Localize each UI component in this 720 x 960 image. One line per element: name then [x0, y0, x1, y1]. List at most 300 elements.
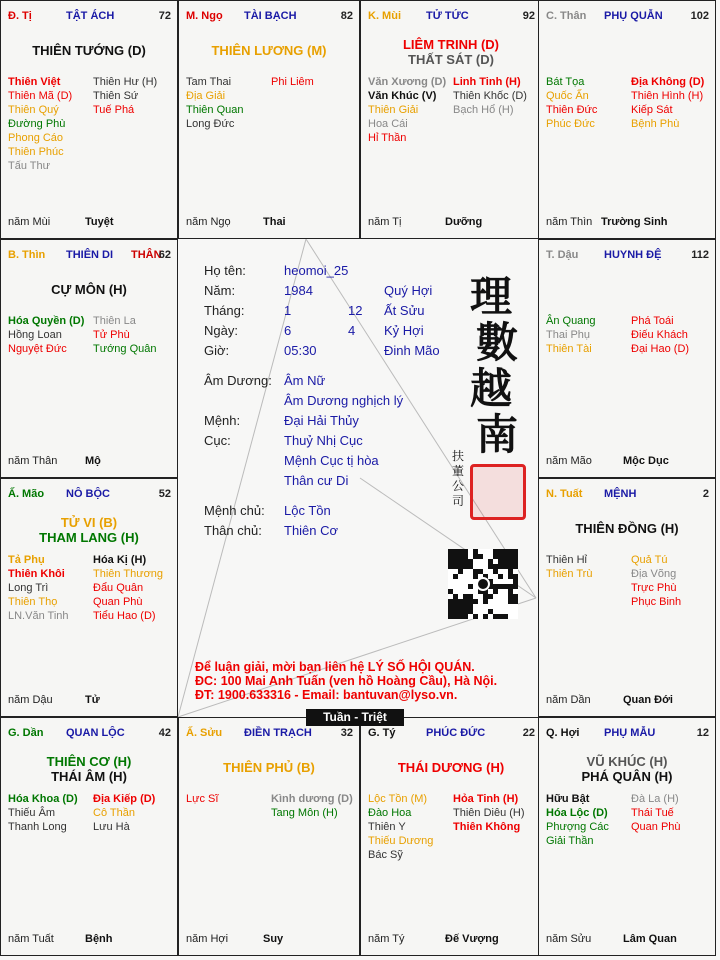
minor-stars-right: [271, 792, 353, 820]
can-chi: M. Ngọ: [186, 10, 223, 22]
gio-value: 05:30: [284, 343, 317, 358]
palace-header: [8, 249, 171, 263]
palace-footer: [8, 216, 171, 228]
qr-module: [503, 559, 508, 564]
qr-center-logo: [477, 578, 489, 590]
ngay-lunar: 4: [348, 323, 356, 338]
can-chi: G. Tý: [368, 727, 396, 739]
brand-char: 理: [470, 272, 513, 321]
qr-module: [468, 599, 473, 604]
menh-chu-value: Lộc Tồn: [284, 503, 331, 518]
palace-header: [546, 249, 709, 263]
dai-han-number: 102: [690, 10, 709, 22]
minor-star: Phong Cáo: [8, 132, 64, 144]
ho-ten-label: Họ tên:: [204, 263, 246, 278]
main-star: TỬ VI (B): [60, 515, 118, 530]
qr-code-graphic: [448, 549, 518, 619]
minor-star: Hoa Cái: [368, 118, 408, 130]
palace-footer: [368, 216, 535, 228]
than-cu-value: Thân cư Di: [284, 473, 349, 488]
palace-header: [368, 10, 535, 24]
qr-module: [498, 564, 503, 569]
tieu-han-year: năm Thìn: [546, 216, 593, 228]
ngay-value: 6: [284, 323, 292, 338]
qr-module: [508, 569, 513, 574]
tieu-han-year: năm Thân: [8, 455, 58, 467]
main-star: CỰ MÔN (H): [51, 282, 127, 297]
minor-star: Giải Thần: [546, 835, 594, 847]
thang-lunar: 12: [348, 303, 363, 318]
minor-star: Kiếp Sát: [631, 104, 673, 116]
qr-module: [503, 614, 508, 619]
palace-name: TỬ TỨC: [426, 10, 469, 22]
minor-stars-left: [8, 792, 78, 834]
minor-star: Thiên Thọ: [8, 596, 58, 608]
qr-module: [508, 574, 513, 579]
qr-module: [508, 599, 513, 604]
palace-cell-suu: [178, 717, 360, 956]
dai-han-number: 62: [158, 249, 171, 261]
am-duong-value: Âm Nữ: [284, 373, 326, 388]
main-star: THIÊN PHỦ (B): [223, 760, 315, 775]
main-stars: [179, 43, 359, 58]
main-stars: [539, 754, 715, 784]
palace-cell-ty: [360, 717, 542, 956]
thang-label: Tháng:: [204, 303, 245, 318]
main-star: THIÊN CƠ (H): [46, 754, 132, 769]
minor-star: Thiên Hư (H): [93, 76, 158, 88]
nam-can-chi: Quý Hợi: [384, 283, 433, 298]
palace-footer: [186, 933, 353, 945]
minor-star: Thiên Sứ: [93, 90, 139, 102]
qr-module: [468, 609, 473, 614]
minor-star: Thiên Quan: [186, 104, 244, 116]
palace-header: [186, 10, 353, 24]
gio-label: Giờ:: [204, 343, 230, 358]
qr-module: [488, 594, 493, 599]
main-star: PHÁ QUÂN (H): [581, 769, 673, 784]
main-star: THẤT SÁT (D): [408, 52, 494, 67]
dai-han-number: 92: [522, 10, 535, 22]
minor-stars-right: [271, 75, 314, 89]
can-chi: T. Dậu: [546, 249, 579, 261]
qr-module: [493, 614, 498, 619]
minor-stars-left: [546, 553, 592, 581]
qr-module: [463, 609, 468, 614]
minor-star: Thiên Diêu (H): [453, 807, 525, 819]
truong-sinh-stage: Tuyệt: [85, 216, 114, 228]
minor-star: Thiên Mã (D): [8, 90, 73, 102]
cuc-value: Thuỷ Nhị Cục: [284, 433, 363, 448]
truong-sinh-stage: Trường Sinh: [601, 216, 668, 228]
minor-star: Thiên La: [93, 315, 136, 327]
can-chi: K. Mùi: [368, 10, 401, 22]
main-star: VŨ KHÚC (H): [586, 754, 668, 769]
minor-star: Tang Môn (H): [271, 807, 338, 819]
dai-han-number: 2: [702, 488, 709, 500]
ho-ten-value: heomoi_25: [284, 263, 349, 278]
qr-module: [463, 599, 468, 604]
minor-star: Hỉ Thần: [368, 132, 407, 144]
red-seal: [470, 464, 526, 520]
qr-module: [498, 574, 503, 579]
minor-star: Quả Tú: [631, 554, 668, 566]
qr-module: [473, 549, 478, 554]
than-chu-label: Thân chủ:: [204, 523, 262, 538]
can-chi: Đ. Tị: [8, 10, 32, 22]
minor-star: Thanh Long: [8, 821, 67, 833]
can-chi: C. Thân: [546, 10, 587, 22]
qr-module: [463, 554, 468, 559]
qr-module: [463, 594, 468, 599]
minor-stars-right: [93, 553, 163, 623]
thang-can-chi: Ất Sửu: [384, 303, 425, 318]
qr-module: [503, 554, 508, 559]
minor-star: Hóa Quyền (D): [8, 315, 85, 327]
minor-star: Long Đức: [186, 118, 235, 130]
palace-footer: [546, 216, 709, 228]
qr-module: [483, 599, 488, 604]
minor-star: Thiếu Dương: [368, 835, 434, 847]
truong-sinh-stage: Mộ: [85, 455, 101, 467]
dai-han-number: 12: [696, 727, 709, 739]
qr-module: [478, 554, 483, 559]
contact-line-1: Để luận giải, mời bạn liên hệ LÝ SỐ HỘI QUÁN.: [195, 660, 475, 674]
palace-name: TÀI BẠCH: [244, 10, 297, 22]
main-stars: [539, 521, 715, 536]
minor-star: Quan Phù: [631, 821, 681, 833]
minor-star: Địa Không (D): [631, 76, 705, 88]
truong-sinh-stage: Thai: [263, 216, 286, 228]
contact-block: [195, 660, 497, 702]
main-stars: [361, 37, 541, 67]
am-duong-label: Âm Dương:: [204, 373, 272, 388]
qr-module: [458, 549, 463, 554]
main-stars: [361, 760, 541, 775]
minor-stars-left: [8, 314, 84, 356]
minor-star: Linh Tinh (H): [453, 76, 521, 88]
qr-module: [453, 554, 458, 559]
palace-footer: [368, 933, 535, 945]
qr-module: [448, 599, 453, 604]
minor-stars-left: [368, 792, 433, 862]
brand-char: 越: [470, 364, 513, 413]
ngay-can-chi: Kỷ Hợi: [384, 323, 424, 338]
brand-char: 數: [476, 318, 519, 367]
minor-stars-left: [368, 75, 446, 145]
tieu-han-year: năm Tý: [368, 933, 405, 945]
contact-line-2: ĐC: 100 Mai Anh Tuấn (ven hồ Hoàng Cầu), Hà Nội.: [195, 674, 498, 688]
qr-module: [448, 559, 453, 564]
palace-footer: [8, 455, 171, 467]
palace-header: [8, 488, 171, 502]
qr-module: [468, 564, 473, 569]
qr-module: [508, 589, 513, 594]
qr-module: [473, 569, 478, 574]
minor-star: Thiên Khôi: [8, 568, 65, 580]
qr-module: [493, 569, 498, 574]
minor-star: Đẩu Quân: [93, 582, 144, 594]
qr-module: [498, 614, 503, 619]
palace-footer: [546, 694, 709, 706]
truong-sinh-stage: Mộc Dục: [623, 455, 669, 467]
qr-module: [463, 549, 468, 554]
dai-han-number: 72: [158, 10, 171, 22]
truong-sinh-stage: Suy: [263, 933, 284, 945]
brand-char: 南: [476, 410, 519, 459]
main-star: THIÊN LƯƠNG (M): [211, 43, 327, 58]
minor-star: Trực Phù: [631, 582, 677, 594]
minor-star: Hỏa Tinh (H): [453, 793, 519, 805]
qr-module: [503, 564, 508, 569]
minor-star: Đại Hao (D): [631, 343, 690, 355]
minor-star: Thiên Y: [368, 821, 406, 833]
palace-footer: [546, 455, 709, 467]
palace-header: [8, 10, 171, 24]
main-star: THÁI DƯƠNG (H): [397, 760, 505, 775]
qr-module: [473, 554, 478, 559]
minor-stars-right: [631, 553, 681, 609]
truong-sinh-stage: Quan Đới: [623, 694, 673, 706]
minor-star: Đà La (H): [631, 793, 679, 805]
can-chi: Ấ. Sửu: [186, 727, 223, 739]
qr-module: [493, 549, 498, 554]
palace-cell-ngo: [178, 0, 360, 239]
tieu-han-year: năm Mão: [546, 455, 592, 467]
palace-footer: [186, 216, 353, 228]
qr-module: [453, 614, 458, 619]
than-chu-value: Thiên Cơ: [284, 523, 339, 538]
qr-module: [453, 559, 458, 564]
dai-han-number: 52: [158, 488, 171, 500]
palace-header: [546, 727, 709, 741]
minor-stars-left: [186, 75, 243, 131]
minor-star: Phượng Các: [546, 821, 609, 833]
cuc-note: Mệnh Cục tị hòa: [284, 453, 379, 468]
dai-han-number: 22: [522, 727, 535, 739]
qr-module: [453, 604, 458, 609]
minor-star: Phúc Đức: [546, 118, 595, 130]
qr-module: [493, 554, 498, 559]
minor-star: Tam Thai: [186, 76, 232, 88]
qr-module: [513, 594, 518, 599]
minor-star: Thiên Hình (H): [631, 90, 704, 102]
qr-module: [513, 599, 518, 604]
minor-star: Thái Tuế: [631, 807, 674, 819]
minor-star: Thiên Phúc: [8, 146, 64, 158]
minor-stars-left: [8, 553, 69, 623]
ngay-label: Ngày:: [204, 323, 238, 338]
qr-module: [493, 584, 498, 589]
menh-label: Mệnh:: [204, 413, 241, 428]
minor-star: Phi Liêm: [271, 76, 314, 88]
qr-module: [508, 594, 513, 599]
menh-value: Đại Hải Thủy: [284, 413, 359, 428]
truong-sinh-stage: Bệnh: [85, 933, 113, 945]
qr-module: [493, 564, 498, 569]
qr-module: [458, 599, 463, 604]
minor-stars-right: [453, 75, 527, 117]
minor-stars-right: [93, 314, 157, 356]
palace-footer: [546, 933, 709, 945]
palace-header: [186, 727, 353, 741]
minor-stars-right: [631, 75, 704, 131]
qr-module: [513, 564, 518, 569]
qr-module: [453, 594, 458, 599]
palace-name: PHÚC ĐỨC: [426, 727, 486, 739]
palace-footer: [8, 933, 171, 945]
tieu-han-year: năm Dần: [546, 694, 591, 706]
palace-cell-dau: [538, 239, 716, 478]
palace-header: [546, 10, 709, 24]
minor-star: Hóa Lộc (D): [546, 807, 608, 819]
qr-module: [453, 609, 458, 614]
minor-star: Tuế Phá: [93, 104, 135, 116]
truong-sinh-stage: Dưỡng: [445, 216, 483, 228]
minor-star: Lộc Tồn (M): [368, 793, 428, 805]
qr-module: [498, 549, 503, 554]
tieu-han-year: năm Tuất: [8, 933, 54, 945]
minor-star: Ân Quang: [546, 315, 596, 327]
minor-star: Phục Binh: [631, 596, 682, 608]
qr-module: [468, 584, 473, 589]
main-star: THÁI ÂM (H): [51, 769, 127, 784]
minor-stars-right: [93, 75, 157, 117]
can-chi: Ấ. Mão: [8, 488, 45, 500]
minor-star: Lưu Hà: [93, 821, 130, 833]
thang-value: 1: [284, 303, 292, 318]
minor-star: Văn Khúc (V): [368, 90, 437, 102]
qr-module: [458, 559, 463, 564]
qr-module: [463, 604, 468, 609]
minor-star: Thiên Quý: [8, 104, 59, 116]
qr-module: [513, 554, 518, 559]
qr-module: [468, 594, 473, 599]
palace-name: MỆNH: [604, 488, 637, 500]
qr-module: [458, 569, 463, 574]
dai-han-number: 82: [340, 10, 353, 22]
gio-can-chi: Đinh Mão: [384, 343, 440, 358]
tieu-han-year: năm Ngọ: [186, 216, 231, 228]
minor-star: Địa Võng: [631, 568, 677, 580]
qr-module: [458, 554, 463, 559]
palace-cell-mao: [0, 478, 178, 717]
qr-module: [463, 614, 468, 619]
palace-header: [8, 727, 171, 741]
qr-module: [498, 559, 503, 564]
palace-name: QUAN LỘC: [66, 727, 125, 739]
palace-name: THIÊN DI: [66, 249, 114, 261]
minor-star: Đường Phù: [8, 118, 66, 130]
palace-cell-hoi: [538, 717, 716, 956]
minor-star: Thiếu Âm: [8, 807, 56, 819]
minor-star: Bệnh Phù: [631, 118, 680, 130]
minor-star: Thiên Thương: [93, 568, 164, 580]
main-star: THIÊN ĐỒNG (H): [575, 521, 679, 536]
qr-module: [458, 604, 463, 609]
qr-module: [448, 549, 453, 554]
qr-module: [473, 574, 478, 579]
dai-han-number: 32: [340, 727, 353, 739]
minor-star: Tử Phù: [93, 329, 130, 341]
qr-module: [508, 584, 513, 589]
qr-code: [448, 549, 518, 619]
minor-stars-left: [546, 792, 609, 848]
truong-sinh-stage: Đế Vượng: [445, 933, 499, 945]
minor-star: LN.Văn Tinh: [8, 610, 69, 622]
qr-module: [458, 609, 463, 614]
qr-module: [478, 569, 483, 574]
qr-module: [508, 564, 513, 569]
tieu-han-year: năm Sửu: [546, 933, 592, 945]
can-chi: N. Tuất: [546, 488, 583, 500]
qr-module: [453, 574, 458, 579]
dai-han-number: 42: [158, 727, 171, 739]
minor-star: Thiên Khốc (D): [453, 90, 527, 102]
truong-sinh-stage: Tử: [85, 694, 100, 706]
palace-footer: [8, 694, 171, 706]
minor-star: Cô Thần: [93, 807, 135, 819]
tieu-han-year: năm Tị: [368, 216, 402, 228]
palace-name: PHỤ QUẪN: [604, 10, 663, 22]
qr-module: [488, 609, 493, 614]
qr-module: [488, 559, 493, 564]
qr-module: [448, 554, 453, 559]
qr-module: [463, 564, 468, 569]
am-duong-note: Âm Dương nghịch lý: [284, 393, 404, 408]
can-chi: G. Dần: [8, 727, 44, 739]
qr-module: [453, 549, 458, 554]
minor-stars-right: [453, 792, 525, 834]
qr-module: [448, 614, 453, 619]
nam-value: 1984: [284, 283, 313, 298]
minor-star: Địa Kiếp (D): [93, 793, 156, 805]
qr-module: [473, 614, 478, 619]
minor-star: Thiên Không: [453, 821, 521, 833]
minor-stars-left: [8, 75, 72, 173]
qr-module: [513, 584, 518, 589]
qr-module: [473, 599, 478, 604]
palace-cell-mui: [360, 0, 542, 239]
qr-module: [483, 594, 488, 599]
minor-star: Thiên Hỉ: [546, 554, 587, 566]
main-stars: [1, 43, 177, 58]
qr-module: [508, 559, 513, 564]
minor-star: Quốc Ấn: [546, 90, 589, 102]
minor-star: Bát Tọa: [546, 76, 585, 88]
minor-stars-left: [186, 792, 218, 806]
qr-module: [483, 614, 488, 619]
minor-star: Tướng Quân: [93, 343, 157, 355]
palace-cell-tuat: [538, 478, 716, 717]
minor-star: Nguyệt Đức: [8, 343, 67, 355]
palace-name: HUYNH ĐỆ: [604, 249, 662, 261]
minor-star: Bạch Hổ (H): [453, 104, 514, 116]
minor-star: Văn Xương (D): [368, 76, 447, 88]
qr-module: [458, 564, 463, 569]
palace-header: [546, 488, 709, 502]
main-stars: [1, 754, 177, 784]
qr-module: [448, 604, 453, 609]
dai-han-number: 112: [691, 249, 709, 261]
minor-star: Quan Phù: [93, 596, 143, 608]
minor-star: Hóa Khoa (D): [8, 793, 78, 805]
main-star: THIÊN TƯỚNG (D): [32, 43, 146, 58]
than-marker: THÂN: [131, 249, 162, 261]
minor-star: Kình dương (D): [271, 793, 353, 805]
palace-cell-dan: [0, 717, 178, 956]
minor-star: Tả Phụ: [8, 554, 45, 566]
